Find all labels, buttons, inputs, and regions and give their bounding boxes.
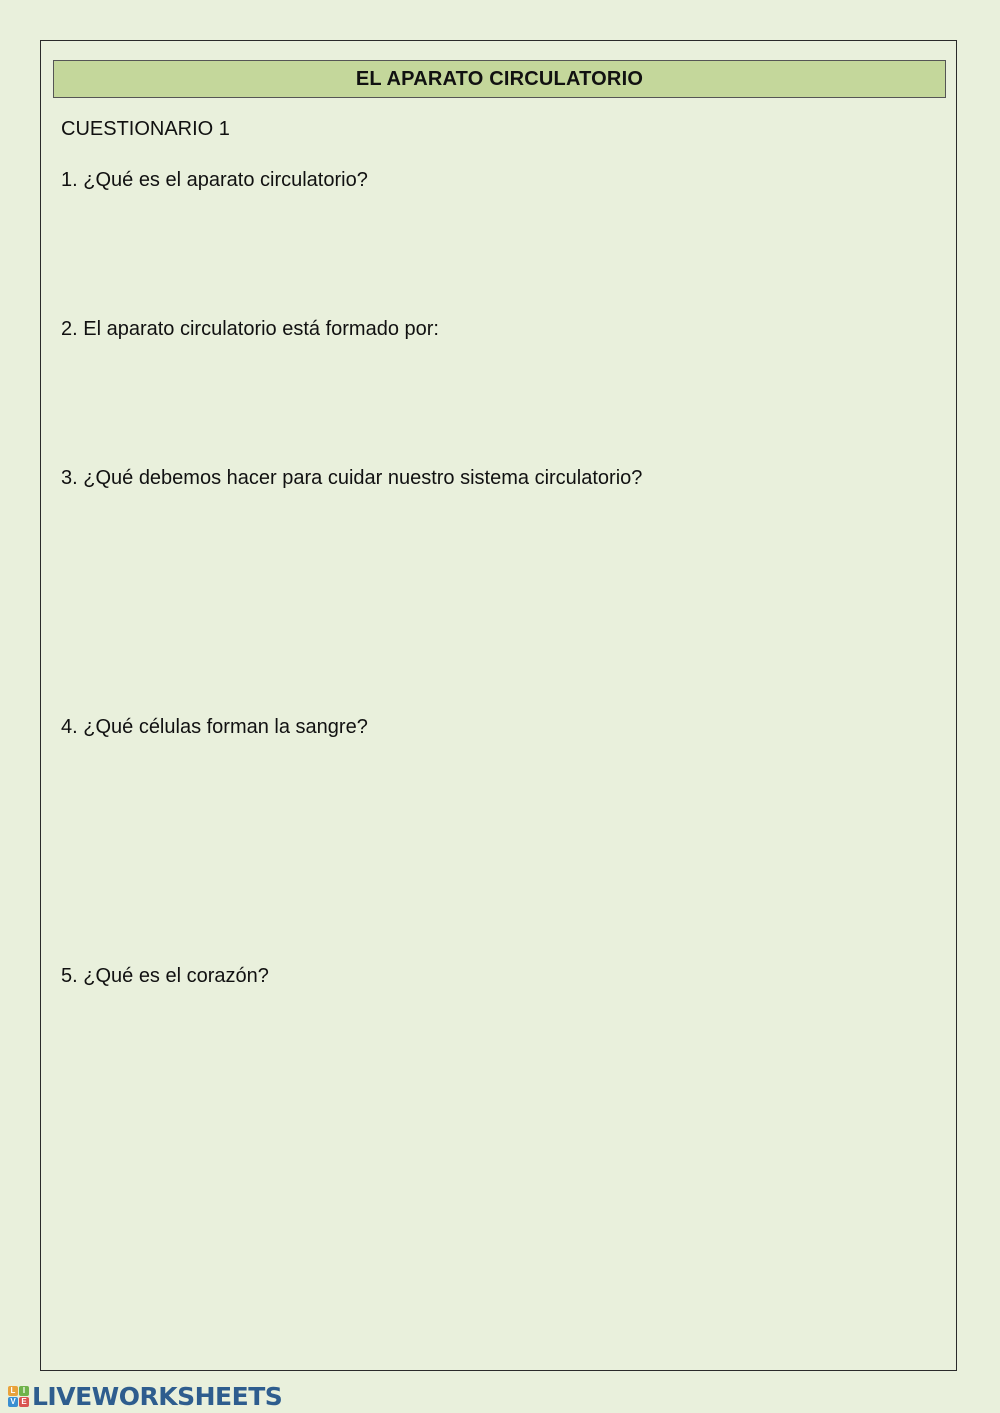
answer-area-1[interactable] [61, 198, 941, 310]
answer-area-5[interactable] [61, 994, 941, 1354]
question-4: 4. ¿Qué células forman la sangre? [61, 716, 368, 738]
logo-letter-l: L [8, 1386, 18, 1396]
questionnaire-heading: CUESTIONARIO 1 [61, 118, 230, 140]
question-1: 1. ¿Qué es el aparato circulatorio? [61, 169, 368, 191]
worksheet-title-text: EL APARATO CIRCULATORIO [355, 67, 644, 90]
question-5: 5. ¿Qué es el corazón? [61, 965, 269, 987]
question-2: 2. El aparato circulatorio está formado por: [61, 318, 439, 340]
worksheet-title [53, 60, 946, 98]
answer-area-4[interactable] [61, 745, 941, 955]
liveworksheets-logo [8, 1382, 282, 1410]
liveworksheets-logo-icon [8, 1386, 29, 1407]
question-3: 3. ¿Qué debemos hacer para cuidar nuestro sistema circulatorio? [61, 467, 643, 489]
logo-letter-i: I [19, 1386, 29, 1396]
logo-letter-v: V [8, 1397, 18, 1407]
logo-letter-e: E [19, 1397, 29, 1407]
answer-area-2[interactable] [61, 347, 941, 459]
liveworksheets-logo-text: LIVEWORKSHEETS [32, 1381, 283, 1411]
answer-area-3[interactable] [61, 496, 941, 706]
